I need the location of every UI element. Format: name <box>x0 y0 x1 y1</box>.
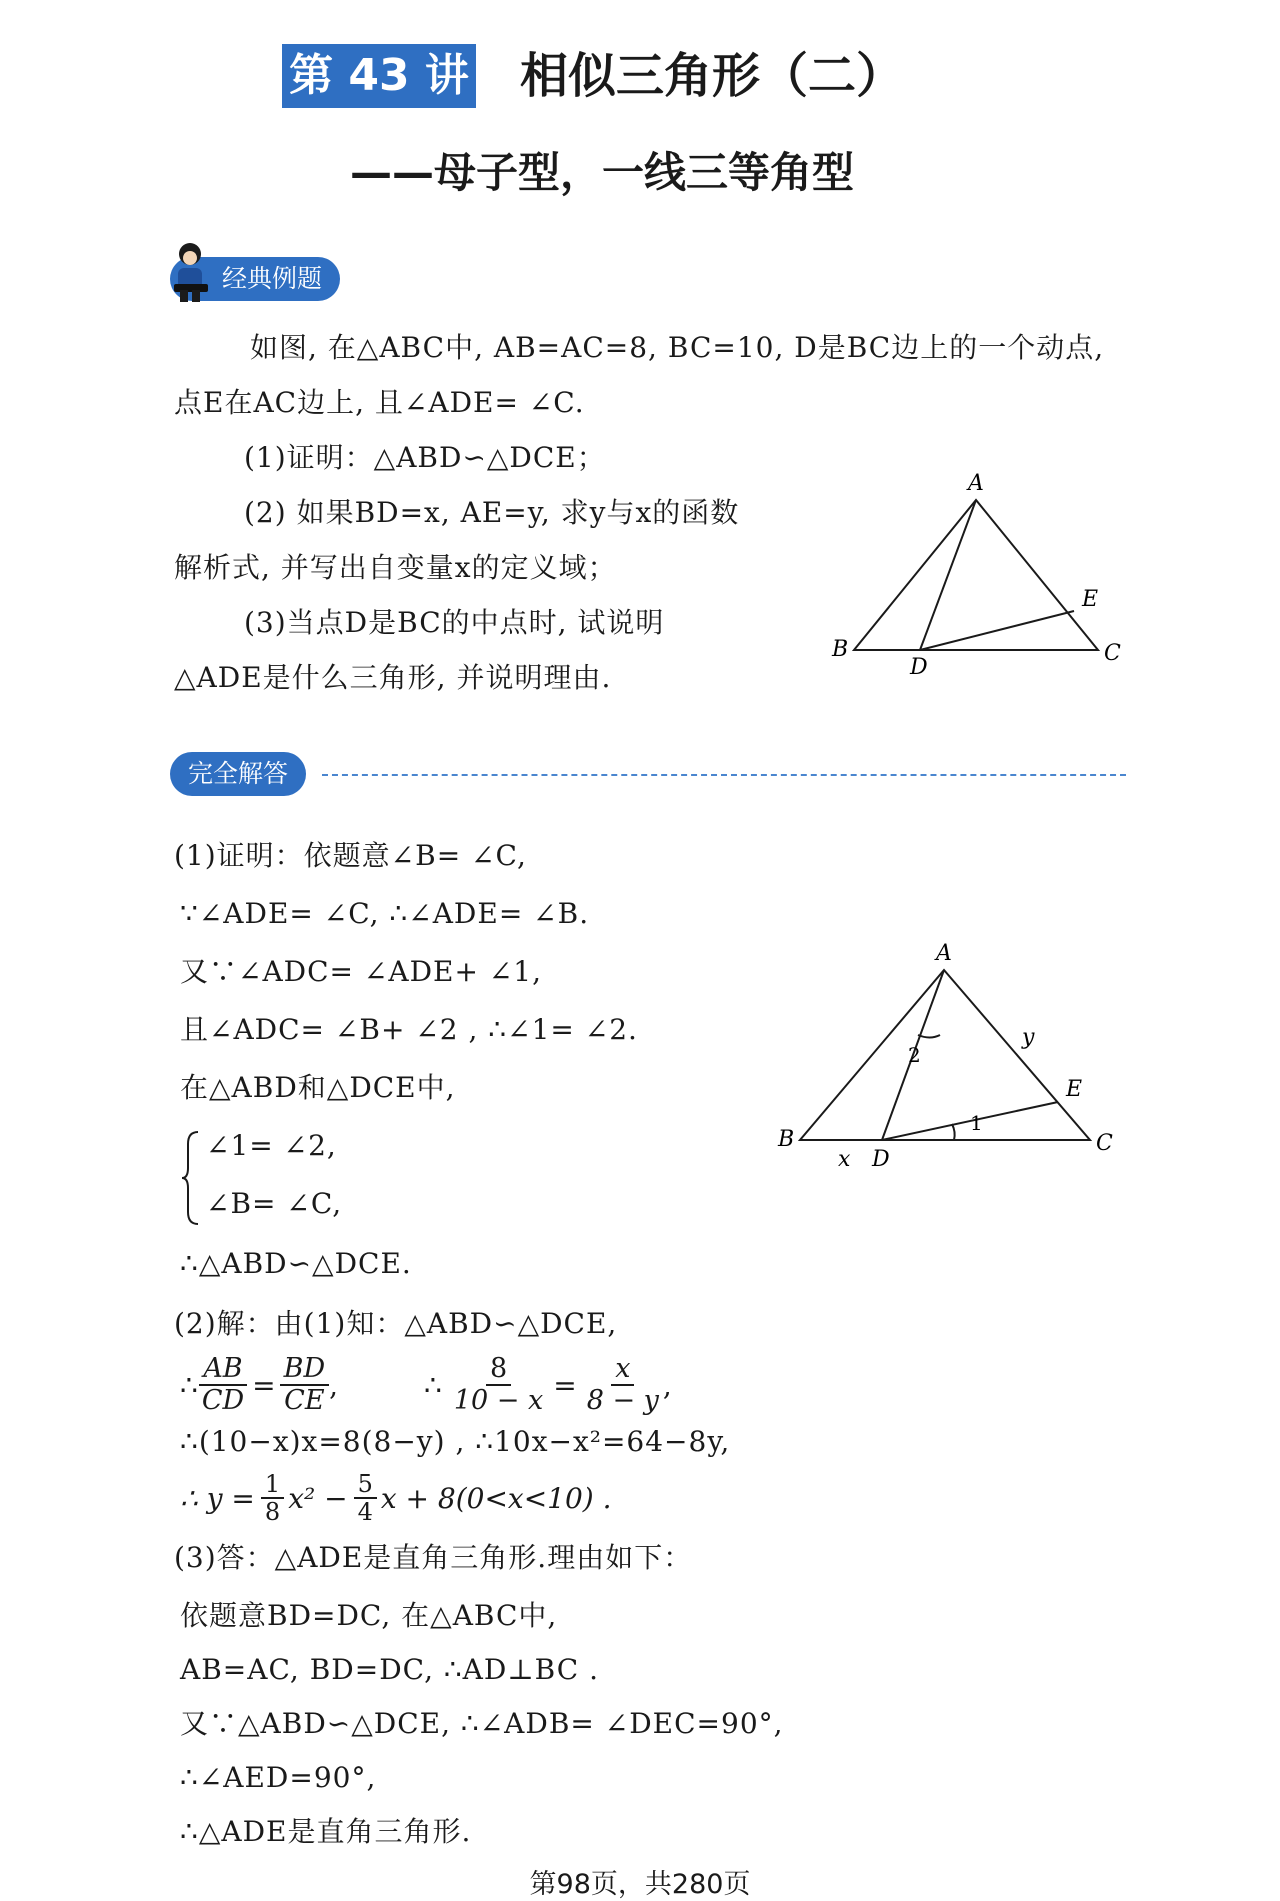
function-lhs: ∴ y = <box>180 1481 255 1515</box>
angle-1-arc <box>952 1124 955 1140</box>
triangle-figure-2 <box>770 940 1120 1180</box>
function-expression-row <box>180 1462 612 1534</box>
problem-line-1: 如图, 在△ABC中, AB=AC=8, BC=10, D是BC边上的一个动点, <box>250 331 1105 364</box>
problem-question-1: (1)证明：△ABD∽△DCE； <box>244 441 606 474</box>
label-e: E <box>1066 1077 1083 1102</box>
student-mascot-icon <box>168 240 216 304</box>
solution-1-line-1: (1)证明：依题意∠B= ∠C, <box>174 839 527 872</box>
fraction-denominator: 8 <box>264 1498 281 1526</box>
system-condition-2: ∠B= ∠C, <box>206 1187 343 1220</box>
lecture-number-badge: 第 43 讲 <box>282 44 476 108</box>
label-d: D <box>910 655 928 680</box>
fraction-bd-ce <box>280 1354 330 1416</box>
label-b: B <box>832 637 849 662</box>
page-title: 相似三角形（二） <box>520 48 905 104</box>
solution-2-line-3: ∴(10−x)x=8(8−y) , ∴10x−x²=64−8y, <box>180 1425 731 1458</box>
label-a: A <box>968 471 984 496</box>
solution-1-conclusion: ∴△ABD∽△DCE. <box>180 1247 412 1280</box>
equals-sign: = <box>252 1368 276 1402</box>
section-divider <box>322 774 1126 776</box>
label-angle-2: 2 <box>908 1043 921 1067</box>
fraction-denominator: 10 − x <box>453 1385 544 1416</box>
ratio-equation-row <box>180 1350 672 1420</box>
solution-3-line-3: AB=AC, BD=DC, ∴AD⊥BC . <box>180 1653 600 1686</box>
function-tail-and-domain: x + 8(0<x<10) . <box>380 1481 612 1515</box>
triangle-figure-1 <box>820 470 1140 690</box>
page-subtitle: ——母子型，一线三等角型 <box>350 148 855 197</box>
fraction-five-quarters <box>354 1471 377 1525</box>
segment-de <box>920 611 1074 650</box>
triangle-abc <box>854 500 1098 650</box>
label-b: B <box>778 1127 795 1152</box>
fraction-numerator: AB <box>199 1354 246 1386</box>
triangle-abc <box>800 970 1090 1140</box>
fraction-numerator: 5 <box>354 1471 377 1499</box>
fraction-numerator: 8 <box>486 1354 511 1386</box>
solution-3-conclusion: ∴△ADE是直角三角形. <box>180 1815 472 1848</box>
system-condition-1: ∠1= ∠2, <box>206 1129 337 1162</box>
solution-1-line-3: 又∵∠ADC= ∠ADE+ ∠1, <box>180 955 543 988</box>
fraction-numerator: x <box>611 1354 634 1386</box>
example-section-label: 经典例题 <box>170 257 340 301</box>
solution-1-line-5: 在△ABD和△DCE中, <box>180 1071 456 1104</box>
fraction-x-over-8-minus-y <box>583 1354 663 1416</box>
therefore-symbol: ∴ <box>424 1368 442 1402</box>
fraction-numerator: 1 <box>261 1471 284 1499</box>
fraction-denominator: CD <box>201 1385 245 1416</box>
problem-question-3a: (3)当点D是BC的中点时, 试说明 <box>244 606 665 639</box>
problem-question-2a: (2) 如果BD=x, AE=y, 求y与x的函数 <box>244 496 740 529</box>
problem-question-3b: △ADE是什么三角形, 并说明理由. <box>174 661 612 694</box>
page-number-footer: 第98页，共280页 <box>529 1869 751 1900</box>
system-brace <box>182 1130 202 1226</box>
solution-3-line-4: 又∵△ABD∽△DCE, ∴∠ADB= ∠DEC=90°, <box>180 1707 784 1740</box>
angle-2-arc <box>918 1035 940 1038</box>
fraction-ab-cd <box>198 1354 248 1416</box>
fraction-8-over-10-minus-x <box>450 1354 547 1416</box>
fraction-one-eighth <box>261 1471 284 1525</box>
label-a: A <box>936 941 952 966</box>
fraction-numerator: BD <box>280 1354 330 1386</box>
fraction-denominator: 4 <box>357 1498 373 1526</box>
label-angle-1: 1 <box>970 1111 983 1135</box>
label-x: x <box>838 1147 851 1172</box>
label-c: C <box>1104 641 1121 666</box>
function-middle-term: x² − <box>288 1481 348 1515</box>
comma: , <box>329 1368 339 1402</box>
solution-1-line-4: 且∠ADC= ∠B+ ∠2 , ∴∠1= ∠2. <box>180 1013 638 1046</box>
label-c: C <box>1096 1131 1113 1156</box>
solution-1-line-2: ∵∠ADE= ∠C, ∴∠ADE= ∠B. <box>180 897 590 930</box>
solution-2-line-1: (2)解：由(1)知：△ABD∽△DCE, <box>174 1307 618 1340</box>
label-y: y <box>1022 1025 1035 1050</box>
solution-section-label: 完全解答 <box>170 752 306 796</box>
label-e: E <box>1082 587 1099 612</box>
segment-ad <box>920 500 976 650</box>
label-d: D <box>872 1147 890 1172</box>
fraction-denominator: CE <box>284 1385 325 1416</box>
solution-3-line-5: ∴∠AED=90°, <box>180 1761 377 1794</box>
equals-sign: = <box>553 1368 577 1402</box>
problem-line-2: 点E在AC边上, 且∠ADE= ∠C. <box>174 386 585 419</box>
therefore-symbol: ∴ <box>180 1368 198 1402</box>
solution-3-line-2: 依题意BD=DC, 在△ABC中, <box>180 1599 558 1632</box>
problem-question-2b: 解析式, 并写出自变量x的定义域； <box>174 551 617 584</box>
solution-3-line-1: (3)答：△ADE是直角三角形.理由如下： <box>174 1541 693 1574</box>
comma: , <box>662 1368 672 1402</box>
fraction-denominator: 8 − y <box>586 1385 659 1416</box>
